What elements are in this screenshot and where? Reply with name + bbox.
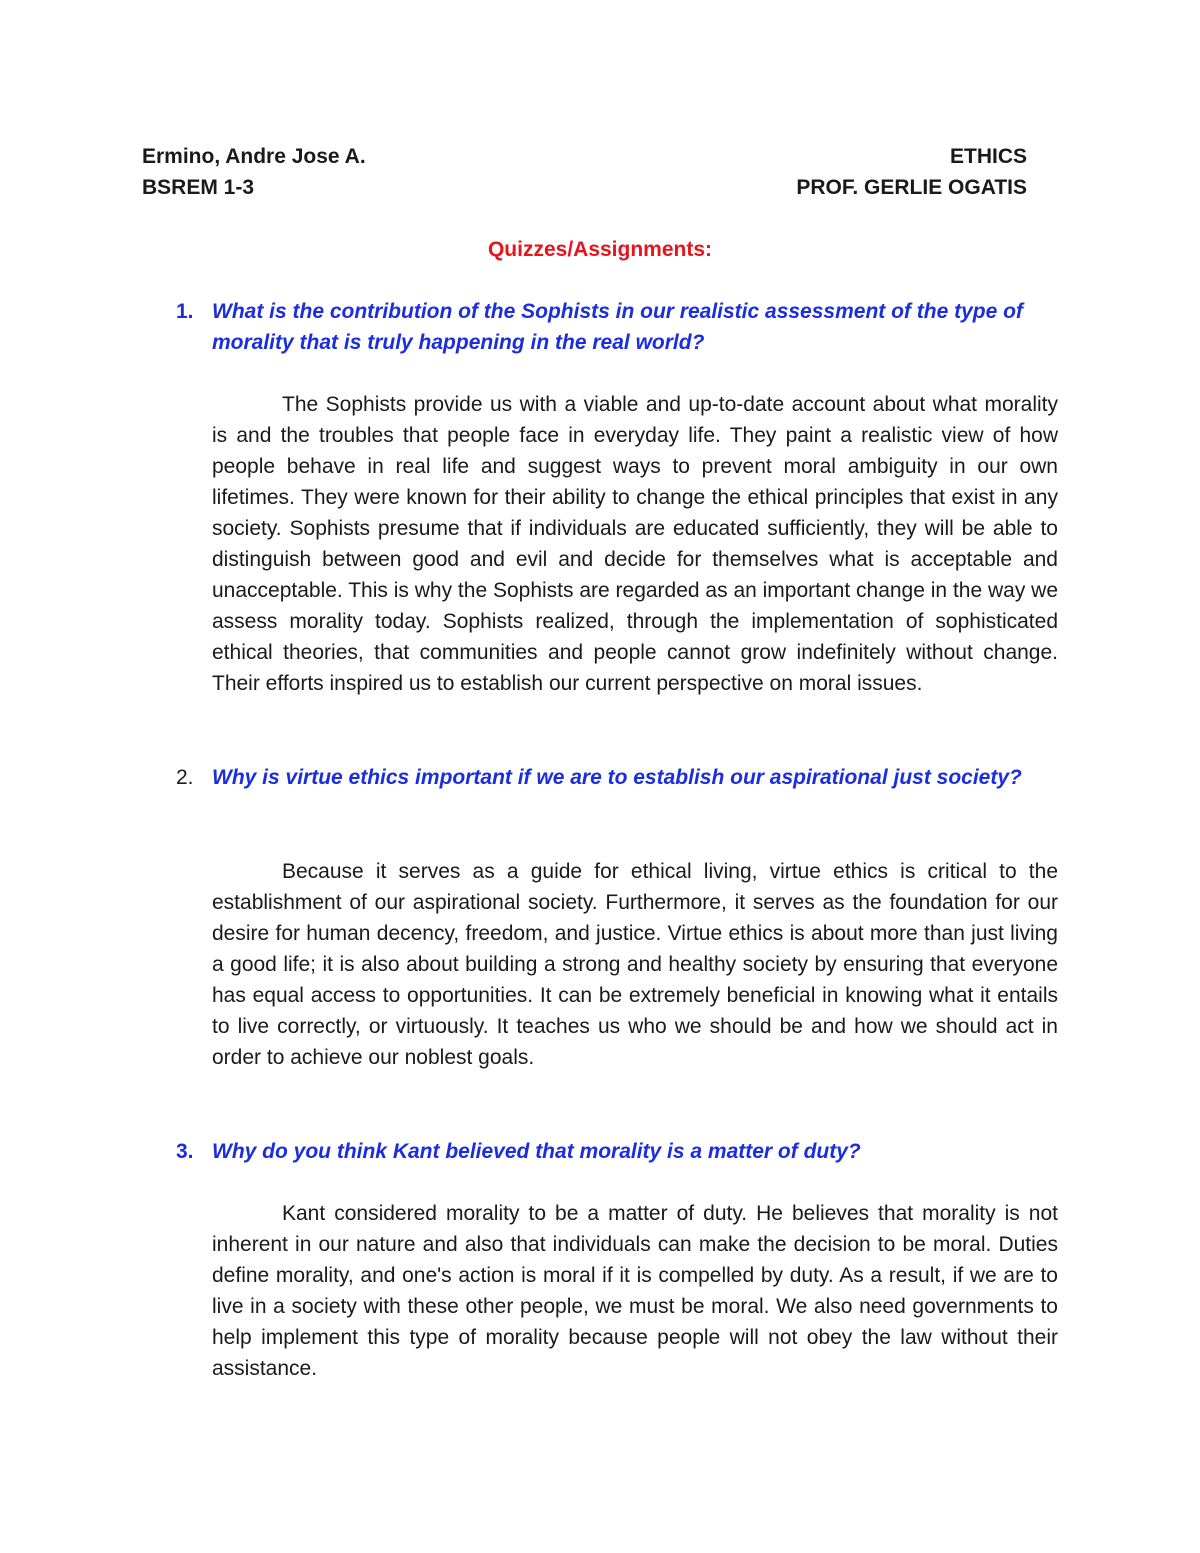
student-name: Ermino, Andre Jose A. <box>142 145 366 168</box>
student-section: BSREM 1-3 <box>142 176 255 199</box>
header-row-2 <box>142 172 1027 203</box>
question-text: What is the contribution of the Sophists in our realistic assessment of the type of morality that is truly happening in the real world? <box>212 300 1023 354</box>
header-row-1 <box>142 141 1027 172</box>
question-text: Why is virtue ethics important if we are to establish our aspirational just society? <box>212 766 1022 789</box>
professor-name: PROF. GERLIE OGATIS <box>796 176 1027 199</box>
question-number: 3. <box>176 1140 194 1163</box>
answer-1: The Sophists provide us with a viable and up-to-date account about what morality is and the troubles that people face in everyday life. They paint a realistic view of how people behave in real life and suggest ways to prevent moral ambiguity in our own lifetimes. They were known for their ability to change the ethical principles that exist in any society. Sophists presume that if individuals are educated sufficiently, they will be able to distinguish between good and evil and decide for themselves what is acceptable and unacceptable. This is why the Sophists are regarded as an important change in the way we assess morality today. Sophists realized, through the implementation of sophisticated ethical theories, that communities and people cannot grow indefinitely without change. Their efforts inspired us to establish our current perspective on moral issues. <box>212 393 1058 695</box>
question-number: 2. <box>176 766 194 789</box>
answer-3: Kant considered morality to be a matter of duty. He believes that morality is not inherent in our nature and also that individuals can make the decision to be moral. Duties define morality, and one's action is moral if it is compelled by duty. As a result, if we are to live in a society with these other people, we must be moral. We also need governments to help implement this type of morality because people will not obey the law without their assistance. <box>212 1202 1058 1380</box>
question-number: 1. <box>176 300 194 323</box>
section-title: Quizzes/Assignments: <box>487 238 713 261</box>
answer-2: Because it serves as a guide for ethical living, virtue ethics is critical to the establishment of our aspirational society. Furthermore, it serves as the foundation for our desire for human decency, freedom, and justice. Virtue ethics is about more than just living a good life; it is also about building a strong and healthy society by ensuring that everyone has equal access to opportunities. It can be extremely beneficial in knowing what it entails to live correctly, or virtuously. It teaches us who we should be and how we should act in order to achieve our noblest goals. <box>212 860 1058 1069</box>
subject: ETHICS <box>949 145 1027 168</box>
question-text: Why do you think Kant believed that morality is a matter of duty? <box>212 1140 861 1163</box>
